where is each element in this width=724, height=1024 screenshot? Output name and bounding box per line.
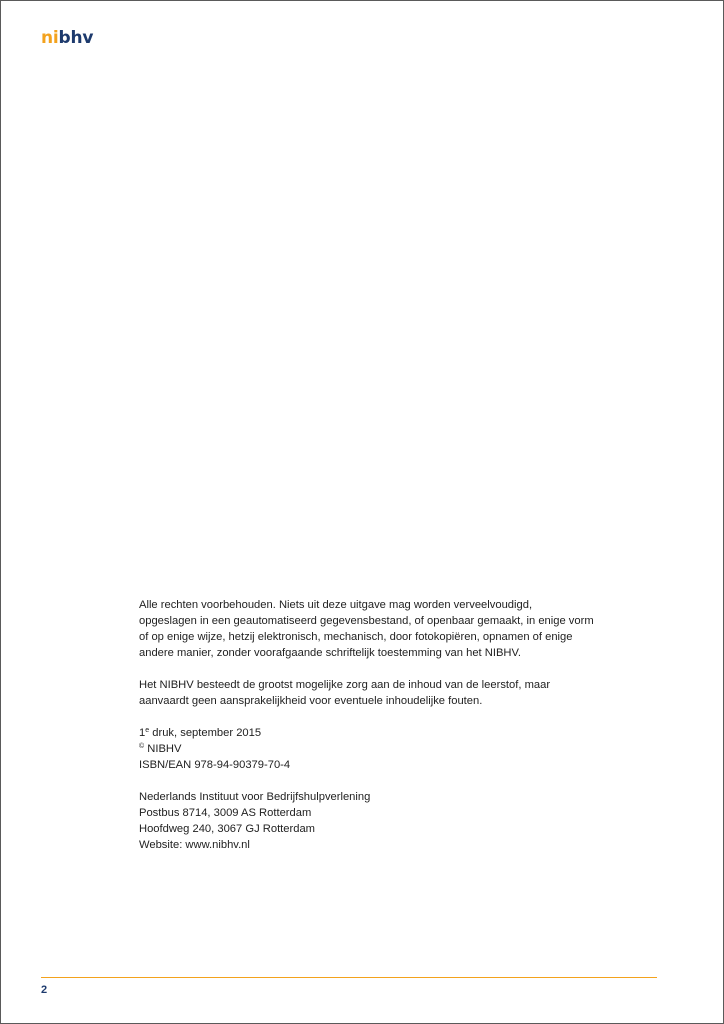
disclaimer-line: Het NIBHV besteedt de grootst mogelijke zorg aan de inhoud van de leerstof, maar	[139, 679, 551, 691]
nibhv-logo	[41, 28, 93, 48]
copyright-owner-line	[139, 741, 659, 757]
website-line: Website: www.nibhv.nl	[139, 839, 250, 851]
rights-line: of op enige wijze, hetzij elektronisch, mechanisch, door fotokopiëren, opnamen of enige	[139, 631, 573, 643]
disclaimer-paragraph	[139, 677, 659, 709]
rights-line: Alle rechten voorbehouden. Niets uit deze uitgave mag worden verveelvoudigd,	[139, 599, 533, 611]
disclaimer-line: aanvaardt geen aansprakelijkheid voor eventuele inhoudelijke fouten.	[139, 695, 483, 707]
rights-line: opgeslagen in een geautomatiseerd gegevensbestand, of openbaar gemaakt, in enige vorm	[139, 615, 594, 627]
rights-paragraph	[139, 597, 659, 661]
page-number: 2	[41, 984, 48, 996]
logo-part-ni: ni	[41, 28, 59, 48]
logo-part-bhv: bhv	[58, 28, 94, 48]
edition-text: druk, september 2015	[149, 727, 262, 739]
edition-suffix: e	[145, 727, 150, 734]
footer-divider	[41, 977, 657, 978]
edition-number: 1	[139, 727, 146, 739]
copyright-block	[139, 597, 659, 853]
copyright-owner: NIBHV	[144, 743, 182, 755]
edition-paragraph	[139, 725, 659, 773]
edition-line	[139, 725, 659, 741]
address-line: Hoofdweg 240, 3067 GJ Rotterdam	[139, 823, 315, 835]
address-line: Nederlands Instituut voor Bedrijfshulpverlening	[139, 791, 371, 803]
address-line: Postbus 8714, 3009 AS Rotterdam	[139, 807, 312, 819]
isbn-line: ISBN/EAN 978-94-90379-70-4	[139, 759, 291, 771]
address-paragraph	[139, 789, 659, 853]
copyright-symbol: ©	[139, 743, 145, 750]
rights-line: andere manier, zonder voorafgaande schriftelijk toestemming van het NIBHV.	[139, 647, 522, 659]
